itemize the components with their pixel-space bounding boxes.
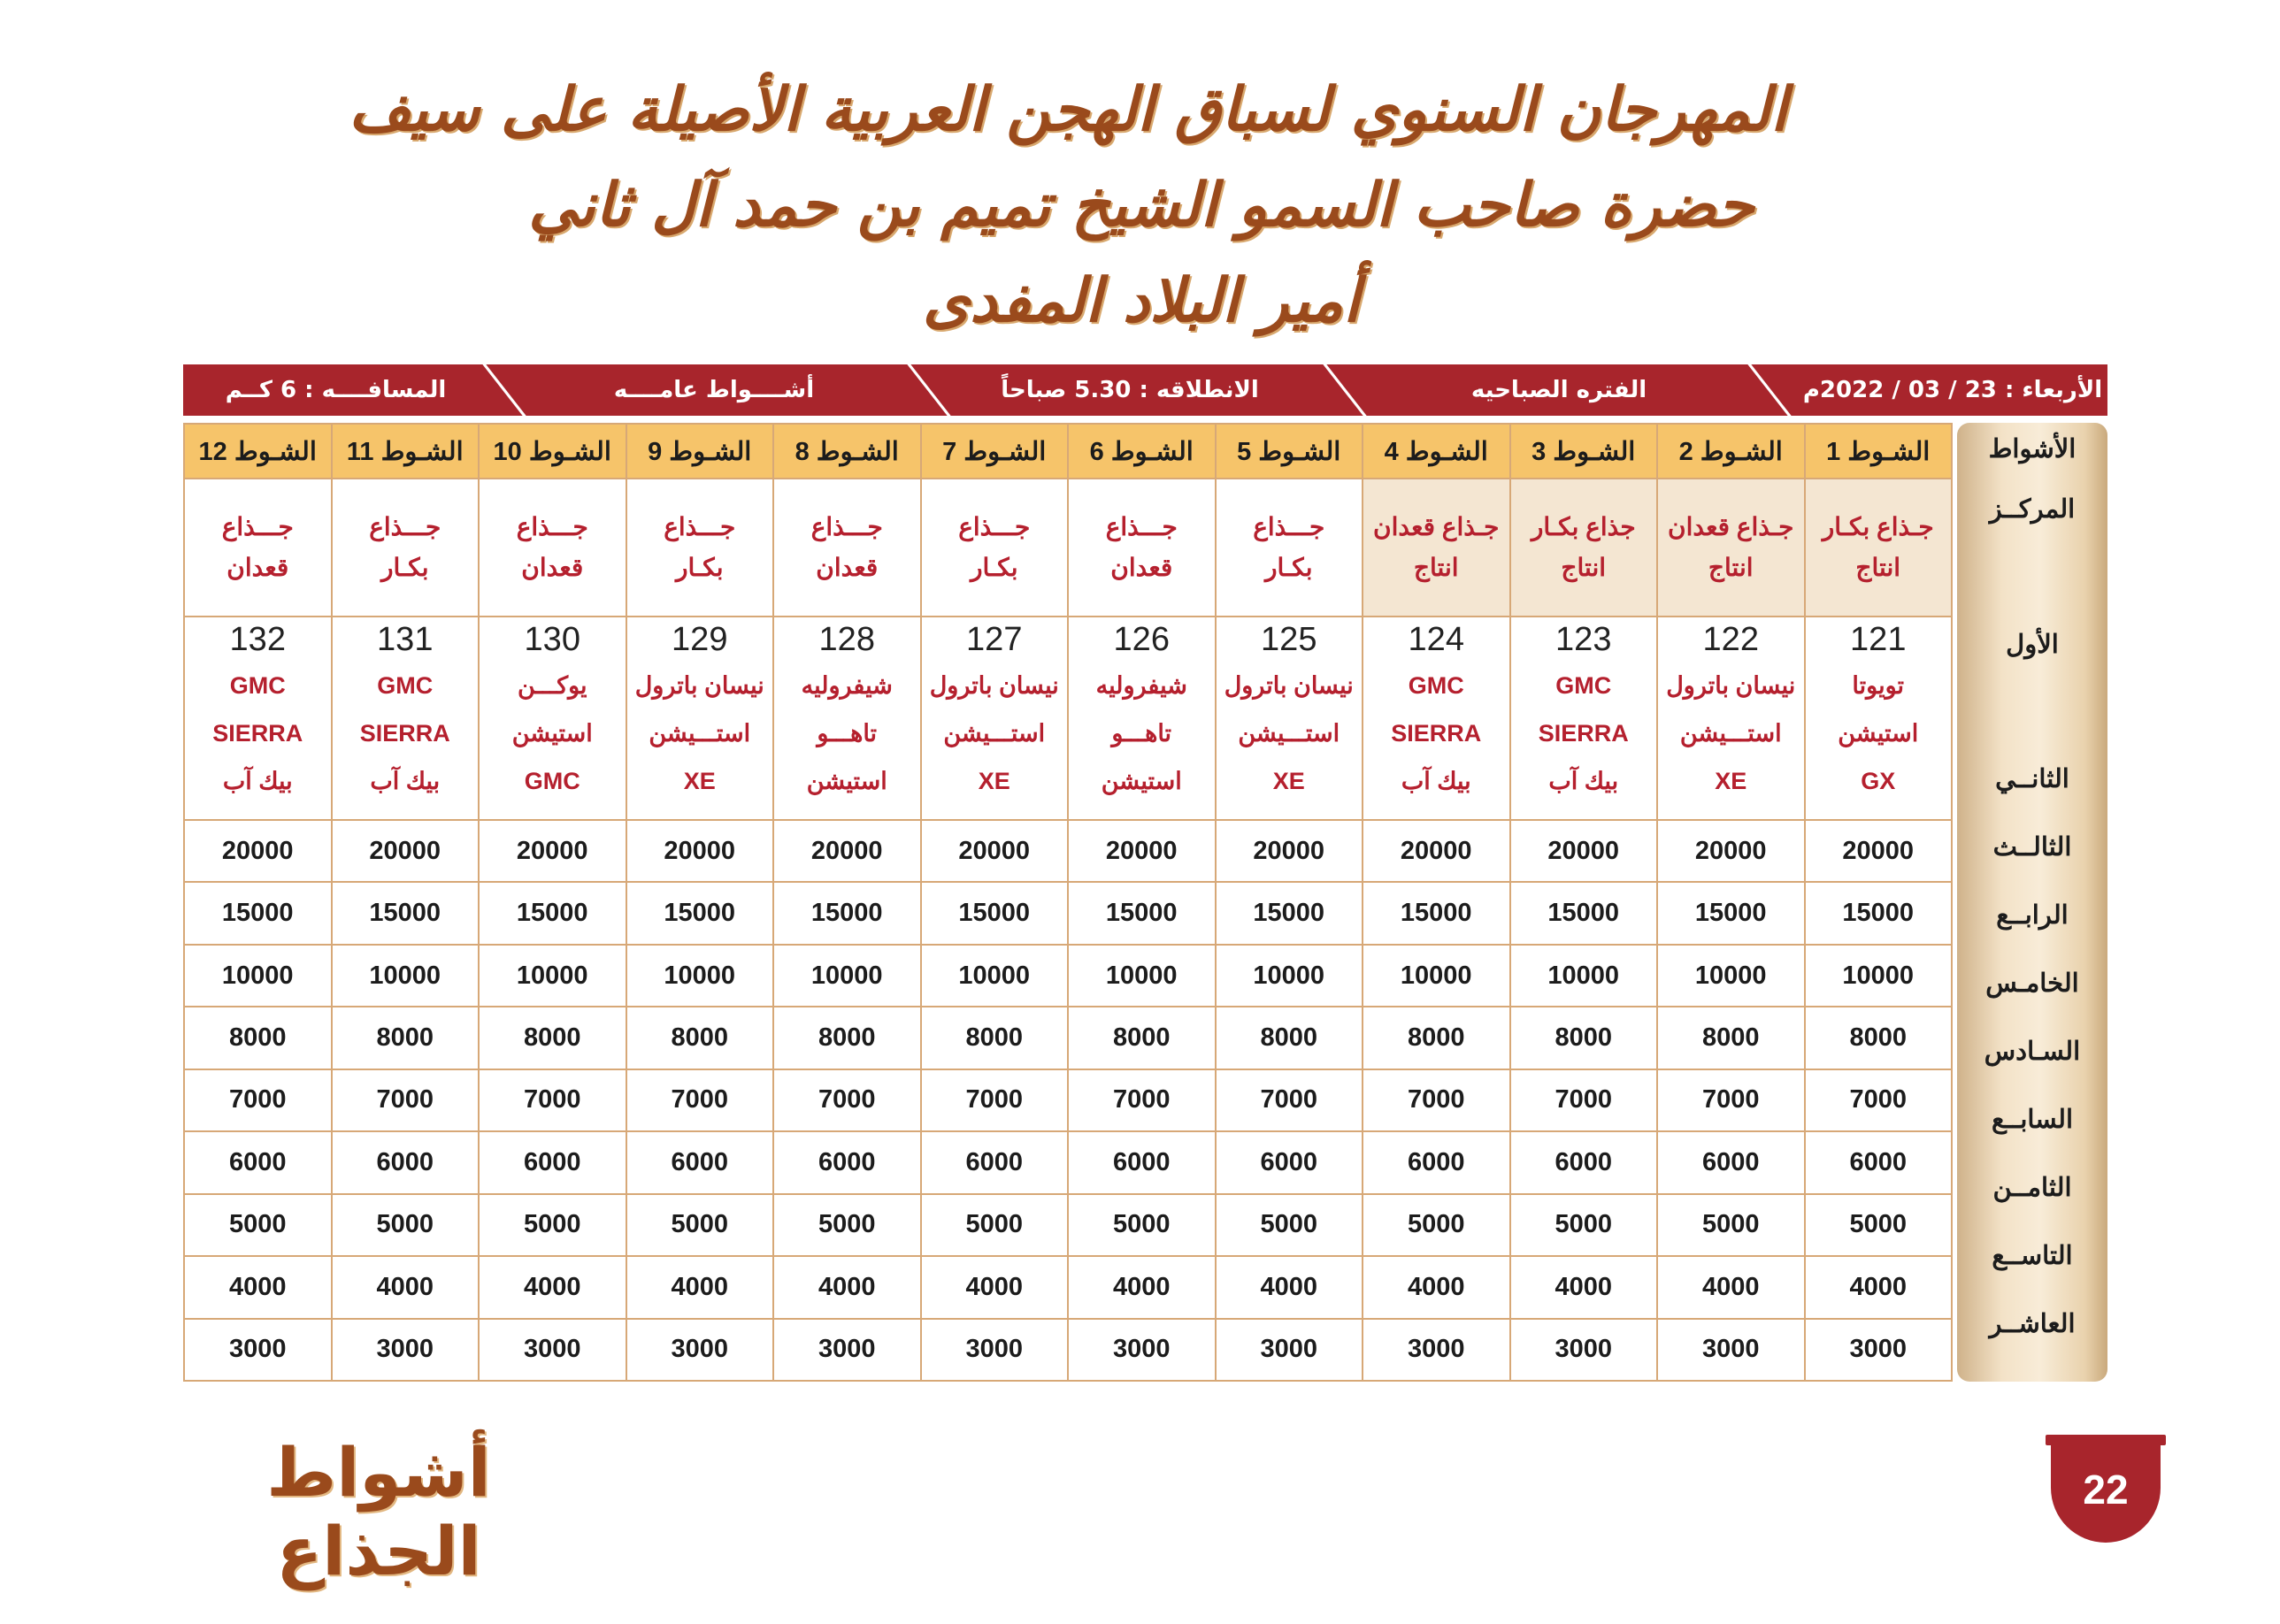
car-trim: بيك آب (222, 768, 293, 794)
label-rounds: الأشواط (1988, 435, 2077, 463)
first-prize-cell (773, 617, 921, 820)
prize-cell: 8000 (1068, 1007, 1216, 1069)
car-model: استيشن (511, 720, 593, 747)
center-category: جـــذاع (1253, 513, 1325, 540)
prize-row-sixth (184, 1069, 1952, 1131)
ribbon-divider (482, 364, 526, 416)
prize-row-second (184, 820, 1952, 882)
heading-line-3: أمير البلاد المفدى (923, 265, 1360, 336)
prize-number: 130 (524, 621, 580, 658)
heading-line-2: حضرة صاحب السمو الشيخ تميم بن حمد آل ثاني (528, 170, 1754, 241)
prize-cell: 7000 (1805, 1069, 1953, 1131)
section-title: أشواط الجذاع (266, 1433, 491, 1590)
prize-cell: 4000 (626, 1256, 774, 1318)
prize-cell: 4000 (1657, 1256, 1805, 1318)
prize-cell: 4000 (1068, 1256, 1216, 1318)
prize-row-eighth (184, 1194, 1952, 1256)
prize-cell: 5000 (1068, 1194, 1216, 1256)
prize-cell: 5000 (773, 1194, 921, 1256)
first-prize-cell (184, 617, 332, 820)
label-fourth: الرابــع (1996, 901, 2069, 930)
prize-cell: 3000 (1805, 1319, 1953, 1382)
prize-cell: 7000 (184, 1069, 332, 1131)
prize-cell: 4000 (921, 1256, 1069, 1318)
round-header: الشـوط 3 (1510, 424, 1658, 479)
car-trim: بيك آب (1401, 768, 1471, 794)
page-heading (349, 62, 1787, 349)
prize-number: 132 (229, 621, 286, 658)
car-make: GMC (377, 672, 434, 699)
round-header: الشـوط 5 (1216, 424, 1363, 479)
prize-number: 131 (377, 621, 434, 658)
prize-cell: 7000 (1510, 1069, 1658, 1131)
prize-cell: 5000 (332, 1194, 480, 1256)
prize-cell: 20000 (1068, 820, 1216, 882)
label-first: الأول (2006, 631, 2059, 659)
center-cell (1216, 479, 1363, 617)
car-make: نيسان باترول (1666, 672, 1796, 699)
prize-cell: 10000 (184, 945, 332, 1007)
center-category: جـذاع بكـار (1822, 513, 1934, 540)
car-make: GMC (1555, 672, 1612, 699)
first-prize-cell (1657, 617, 1805, 820)
prize-cell: 15000 (1805, 882, 1953, 944)
prize-cell: 3000 (626, 1319, 774, 1382)
prize-cell: 20000 (1805, 820, 1953, 882)
prize-number: 126 (1113, 621, 1170, 658)
prize-cell: 3000 (184, 1319, 332, 1382)
prize-row-seventh (184, 1131, 1952, 1193)
prize-cell: 8000 (1657, 1007, 1805, 1069)
prize-cell: 10000 (1510, 945, 1658, 1007)
prize-cell: 20000 (1363, 820, 1510, 882)
car-model: SIERRA (359, 720, 450, 747)
first-prize-cell (479, 617, 626, 820)
prize-cell: 5000 (1363, 1194, 1510, 1256)
prize-cell: 3000 (479, 1319, 626, 1382)
prize-cell: 10000 (479, 945, 626, 1007)
first-prize-cell (1510, 617, 1658, 820)
car-make: تويوتا (1852, 672, 1905, 699)
label-ninth: التاســع (1992, 1242, 2073, 1270)
prize-cell: 6000 (1363, 1131, 1510, 1193)
car-trim: XE (683, 768, 716, 794)
prize-cell: 6000 (626, 1131, 774, 1193)
ribbon-date: الأربعاء : 23 / 03 / 2022م (1802, 377, 2103, 403)
car-make: GMC (229, 672, 286, 699)
car-model: تاهـــو (817, 720, 878, 747)
prize-number: 127 (966, 621, 1023, 658)
label-third: الثالــث (1992, 833, 2072, 862)
ribbon-divider (1747, 364, 1791, 416)
prize-cell: 8000 (1805, 1007, 1953, 1069)
prize-cell: 20000 (773, 820, 921, 882)
rounds-grid (183, 423, 1953, 1382)
prize-cell: 5000 (626, 1194, 774, 1256)
prize-cell: 20000 (1657, 820, 1805, 882)
car-make: نيسان باترول (929, 672, 1059, 699)
prize-cell: 20000 (184, 820, 332, 882)
first-prize-cell (332, 617, 480, 820)
prize-cell: 15000 (626, 882, 774, 944)
car-make: نيسان باترول (1224, 672, 1354, 699)
prize-cell: 8000 (773, 1007, 921, 1069)
center-type: قعدان (1110, 554, 1173, 581)
prize-cell: 20000 (921, 820, 1069, 882)
round-header: الشـوط 6 (1068, 424, 1216, 479)
ribbon-race-type: أشــــواط عامــــه (613, 377, 815, 403)
center-category: جـــذاع (369, 513, 441, 540)
prize-cell: 10000 (1216, 945, 1363, 1007)
prize-cell: 3000 (773, 1319, 921, 1382)
center-cell (1510, 479, 1658, 617)
prize-cell: 7000 (1216, 1069, 1363, 1131)
center-cell (184, 479, 332, 617)
prize-cell: 10000 (773, 945, 921, 1007)
prize-cell: 15000 (1510, 882, 1658, 944)
prize-cell: 6000 (1510, 1131, 1658, 1193)
prize-cell: 4000 (773, 1256, 921, 1318)
prize-cell: 4000 (1805, 1256, 1953, 1318)
prize-cell: 10000 (921, 945, 1069, 1007)
prize-cell: 5000 (1805, 1194, 1953, 1256)
round-header: الشـوط 8 (773, 424, 921, 479)
prize-row-tenth (184, 1319, 1952, 1382)
prize-cell: 10000 (1068, 945, 1216, 1007)
label-second: الثانــي (1995, 765, 2069, 793)
prize-cell: 6000 (1805, 1131, 1953, 1193)
first-place-row (184, 617, 1952, 820)
center-category: جـــذاع (810, 513, 883, 540)
prize-cell: 8000 (332, 1007, 480, 1069)
prize-cell: 7000 (1657, 1069, 1805, 1131)
center-type: قعدان (226, 554, 289, 581)
center-cell (1068, 479, 1216, 617)
center-cell (332, 479, 480, 617)
center-type: انتاج (1413, 554, 1459, 581)
car-model: استـــيشن (1679, 720, 1782, 747)
prize-cell: 6000 (921, 1131, 1069, 1193)
prize-cell: 8000 (1510, 1007, 1658, 1069)
label-tenth: العاشــر (1989, 1310, 2076, 1338)
center-cell (921, 479, 1069, 617)
prize-cell: 6000 (1216, 1131, 1363, 1193)
center-type: انتاج (1561, 554, 1607, 581)
ribbon-divider (1323, 364, 1366, 416)
round-header: الشـوط 4 (1363, 424, 1510, 479)
prize-cell: 20000 (1510, 820, 1658, 882)
car-model: SIERRA (1391, 720, 1482, 747)
prize-cell: 8000 (1363, 1007, 1510, 1069)
round-header: الشـوط 7 (921, 424, 1069, 479)
prize-cell: 6000 (773, 1131, 921, 1193)
car-trim: XE (1272, 768, 1305, 794)
car-trim: GX (1861, 768, 1896, 794)
prize-row-third (184, 882, 1952, 944)
prize-cell: 3000 (332, 1319, 480, 1382)
prize-row-ninth (184, 1256, 1952, 1318)
prize-cell: 8000 (921, 1007, 1069, 1069)
prize-cell: 7000 (1068, 1069, 1216, 1131)
prize-number: 121 (1850, 621, 1907, 658)
label-seventh: السابــع (1991, 1106, 2074, 1134)
prize-cell: 10000 (626, 945, 774, 1007)
prize-cell: 20000 (332, 820, 480, 882)
center-cell (1363, 479, 1510, 617)
first-prize-cell (1068, 617, 1216, 820)
prize-cell: 3000 (921, 1319, 1069, 1382)
car-make: نيسان باترول (634, 672, 764, 699)
center-cell (1805, 479, 1953, 617)
center-type: بكـار (380, 554, 429, 581)
car-model: استـــيشن (943, 720, 1046, 747)
car-model: تاهـــو (1111, 720, 1172, 747)
car-make: يوكـــن (517, 672, 587, 699)
prize-cell: 10000 (1657, 945, 1805, 1007)
center-type: بكـار (970, 554, 1018, 581)
label-fifth: الخامـس (1985, 969, 2079, 998)
prize-cell: 7000 (1363, 1069, 1510, 1131)
round-header: الشـوط 12 (184, 424, 332, 479)
page-number-badge: 22 (2051, 1444, 2161, 1543)
center-category: جـــذاع (958, 513, 1031, 540)
round-header: الشـوط 2 (1657, 424, 1805, 479)
first-prize-cell (1216, 617, 1363, 820)
car-model: استيشن (1838, 720, 1919, 747)
center-category: جـذاع قعدان (1373, 513, 1500, 540)
prize-cell: 4000 (1363, 1256, 1510, 1318)
car-trim: GMC (524, 768, 580, 794)
car-model: SIERRA (1538, 720, 1629, 747)
center-category: جـــذاع (1105, 513, 1178, 540)
car-trim: بيك آب (1548, 768, 1619, 794)
prize-cell: 15000 (332, 882, 480, 944)
center-type: انتاج (1855, 554, 1901, 581)
prize-cell: 15000 (1657, 882, 1805, 944)
round-header: الشـوط 1 (1805, 424, 1953, 479)
ribbon-period: الفتره الصباحيه (1470, 377, 1647, 403)
center-type: بكـار (1264, 554, 1313, 581)
info-ribbon (183, 364, 2107, 416)
center-cell (1657, 479, 1805, 617)
prize-cell: 15000 (1216, 882, 1363, 944)
prize-cell: 4000 (1510, 1256, 1658, 1318)
prize-cell: 15000 (1068, 882, 1216, 944)
prize-number: 123 (1555, 621, 1612, 658)
prize-cell: 4000 (479, 1256, 626, 1318)
ribbon-distance: المسافــــه : 6 كــم (225, 377, 447, 403)
prize-cell: 6000 (1068, 1131, 1216, 1193)
prize-cell: 3000 (1068, 1319, 1216, 1382)
car-model: SIERRA (212, 720, 303, 747)
prize-cell: 20000 (1216, 820, 1363, 882)
prize-cell: 8000 (479, 1007, 626, 1069)
prize-cell: 15000 (479, 882, 626, 944)
prize-cell: 6000 (1657, 1131, 1805, 1193)
prize-number: 128 (818, 621, 875, 658)
car-trim: XE (978, 768, 1010, 794)
prize-cell: 6000 (479, 1131, 626, 1193)
first-prize-cell (1805, 617, 1953, 820)
car-model: استـــيشن (649, 720, 751, 747)
prize-cell: 8000 (1216, 1007, 1363, 1069)
prize-number: 125 (1261, 621, 1317, 658)
car-make: GMC (1408, 672, 1464, 699)
car-make: شيفروليه (801, 672, 893, 699)
round-header: الشـوط 9 (626, 424, 774, 479)
center-cell (626, 479, 774, 617)
race-schedule-table (183, 423, 2107, 1382)
prize-cell: 15000 (184, 882, 332, 944)
prize-row-fifth (184, 1007, 1952, 1069)
center-type: انتاج (1708, 554, 1754, 581)
prize-cell: 4000 (332, 1256, 480, 1318)
center-type: بكـار (675, 554, 724, 581)
car-trim: XE (1715, 768, 1747, 794)
prize-cell: 4000 (1216, 1256, 1363, 1318)
prize-number: 122 (1702, 621, 1759, 658)
round-header: الشـوط 11 (332, 424, 480, 479)
prize-cell: 5000 (921, 1194, 1069, 1256)
prize-cell: 7000 (332, 1069, 480, 1131)
car-trim: استيشن (1101, 768, 1182, 794)
prize-number: 129 (672, 621, 728, 658)
prize-cell: 5000 (1657, 1194, 1805, 1256)
first-prize-cell (1363, 617, 1510, 820)
prize-cell: 7000 (626, 1069, 774, 1131)
prize-cell: 10000 (1805, 945, 1953, 1007)
prize-cell: 10000 (332, 945, 480, 1007)
prize-cell: 5000 (1216, 1194, 1363, 1256)
prize-cell: 3000 (1363, 1319, 1510, 1382)
prize-cell: 5000 (479, 1194, 626, 1256)
prize-cell: 6000 (184, 1131, 332, 1193)
label-center: المركــز (1989, 495, 2076, 524)
center-category: جـذاع قعدان (1668, 513, 1794, 540)
center-type: قعدان (816, 554, 879, 581)
prize-cell: 20000 (479, 820, 626, 882)
rounds-header-row (184, 424, 1952, 479)
prize-cell: 6000 (332, 1131, 480, 1193)
prize-cell: 15000 (921, 882, 1069, 944)
ribbon-start-time: الانطلاقه : 5.30 صباحاً (1001, 377, 1259, 403)
first-prize-cell (921, 617, 1069, 820)
prize-cell: 15000 (773, 882, 921, 944)
heading-line-1: المهرجان السنوي لسباق الهجن العربية الأصيلة على سيف (349, 74, 1787, 145)
center-category: جذاع بكـار (1531, 513, 1636, 540)
center-category: جـــذاع (516, 513, 588, 540)
prize-cell: 3000 (1216, 1319, 1363, 1382)
center-category: جـــذاع (221, 513, 294, 540)
prize-row-fourth (184, 945, 1952, 1007)
center-type: قعدان (521, 554, 584, 581)
prize-cell: 20000 (626, 820, 774, 882)
prize-cell: 3000 (1510, 1319, 1658, 1382)
prize-cell: 15000 (1363, 882, 1510, 944)
prize-cell: 7000 (479, 1069, 626, 1131)
round-header: الشـوط 10 (479, 424, 626, 479)
label-eighth: الثامــن (1992, 1174, 2072, 1202)
center-row (184, 479, 1952, 617)
car-trim: استيشن (806, 768, 887, 794)
prize-cell: 5000 (184, 1194, 332, 1256)
prize-cell: 8000 (184, 1007, 332, 1069)
prize-cell: 3000 (1657, 1319, 1805, 1382)
center-cell (773, 479, 921, 617)
prize-cell: 8000 (626, 1007, 774, 1069)
prize-cell: 7000 (773, 1069, 921, 1131)
first-prize-cell (626, 617, 774, 820)
center-category: جـــذاع (664, 513, 736, 540)
car-trim: بيك آب (370, 768, 441, 794)
label-sixth: السـادس (1984, 1038, 2081, 1066)
prize-cell: 4000 (184, 1256, 332, 1318)
prize-cell: 7000 (921, 1069, 1069, 1131)
car-make: شيفروليه (1095, 672, 1187, 699)
prize-cell: 10000 (1363, 945, 1510, 1007)
prize-number: 124 (1408, 621, 1464, 658)
prize-cell: 5000 (1510, 1194, 1658, 1256)
car-model: استـــيشن (1238, 720, 1340, 747)
center-cell (479, 479, 626, 617)
